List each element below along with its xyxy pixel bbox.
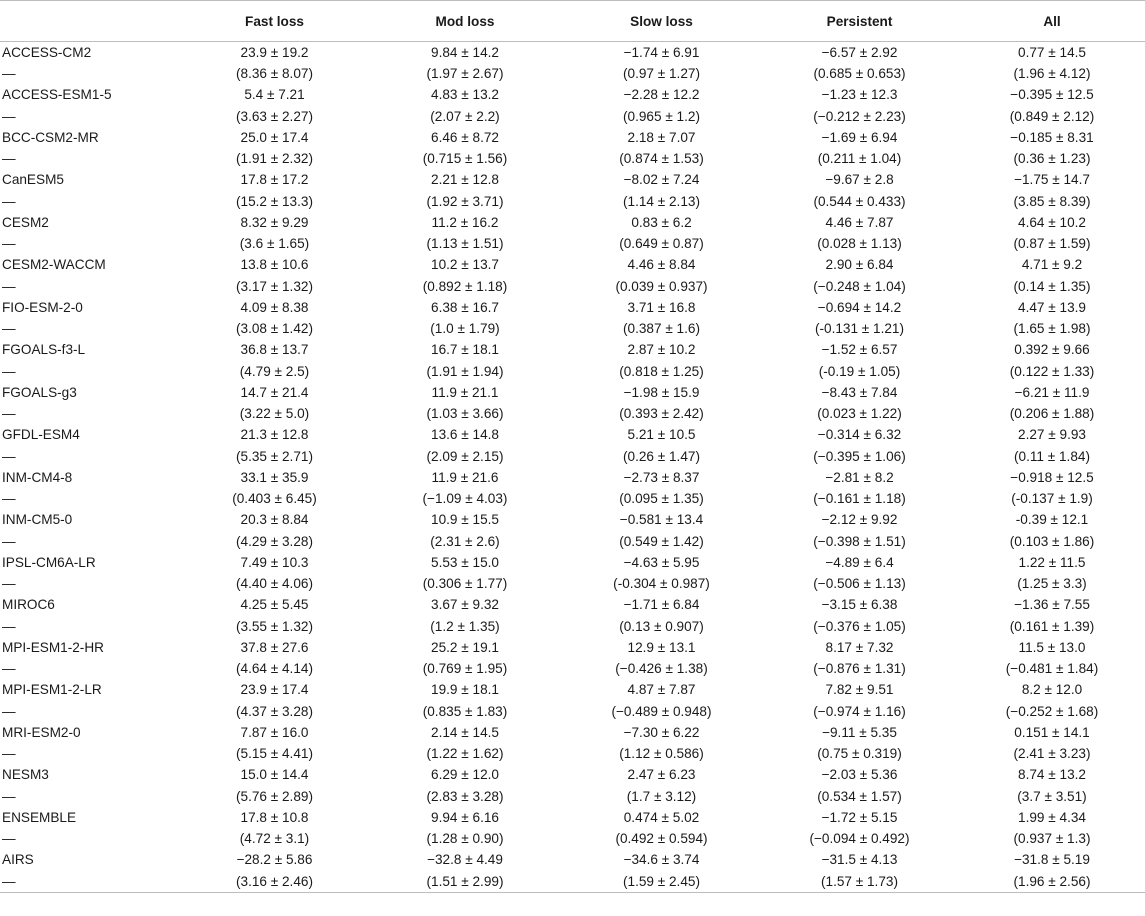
table-row <box>0 63 1145 84</box>
cell-slow-loss: −1.71 ± 6.84 <box>623 597 700 613</box>
cell-fast-loss: 8.32 ± 9.29 <box>240 214 309 230</box>
header-fast-loss: Fast loss <box>182 1 367 42</box>
cell-mod-loss: 19.9 ± 18.1 <box>431 682 499 698</box>
cell-model: — <box>2 321 16 337</box>
cell-persistent: (0.023 ± 1.22) <box>817 406 902 422</box>
cell-slow-loss: (0.13 ± 0.907) <box>619 618 704 634</box>
cell-persistent: −4.89 ± 6.4 <box>825 554 894 570</box>
cell-all: (1.96 ± 4.12) <box>1013 66 1091 82</box>
cell-model: ACCESS-CM2 <box>2 45 92 60</box>
cell-model: CESM2 <box>2 214 49 230</box>
cell-model: ENSEMBLE <box>2 809 77 825</box>
cell-slow-loss: −1.74 ± 6.91 <box>623 45 700 60</box>
cell-slow-loss: (1.7 ± 3.12) <box>626 788 697 804</box>
table-row <box>0 764 1145 785</box>
table-row <box>0 658 1145 679</box>
cell-slow-loss: −8.02 ± 7.24 <box>623 172 700 188</box>
cell-fast-loss: (1.91 ± 2.32) <box>236 151 313 167</box>
cell-model: — <box>0 871 182 893</box>
cell-fast-loss: (15.2 ± 13.3) <box>236 193 313 209</box>
cell-persistent: (0.75 ± 0.319) <box>817 746 902 762</box>
cell-model: FIO-ESM-2-0 <box>2 299 83 315</box>
cell-all: −6.21 ± 11.9 <box>1014 384 1090 400</box>
cell-fast-loss: (4.29 ± 3.28) <box>236 533 313 549</box>
header-all: All <box>959 1 1145 42</box>
cell-slow-loss: (0.818 ± 1.25) <box>619 363 704 379</box>
cell-all: 8.74 ± 13.2 <box>1018 767 1086 783</box>
cell-all: (3.7 ± 3.51) <box>1017 788 1087 804</box>
table-row <box>0 339 1145 360</box>
cell-model: — <box>2 151 16 167</box>
table-row <box>0 106 1145 127</box>
cell-all: 4.71 ± 9.2 <box>1021 257 1083 273</box>
cell-fast-loss: 7.87 ± 16.0 <box>240 724 309 740</box>
cell-mod-loss: (1.03 ± 3.66) <box>426 406 504 422</box>
cell-mod-loss: (−1.09 ± 4.03) <box>422 491 508 507</box>
cell-model: — <box>2 788 16 804</box>
cell-all: 0.151 ± 14.1 <box>1014 724 1090 740</box>
cell-slow-loss: (0.039 ± 0.937) <box>615 278 708 294</box>
table-row <box>0 616 1145 637</box>
cell-mod-loss: 9.94 ± 6.16 <box>431 809 499 825</box>
table-row <box>0 531 1145 552</box>
cell-mod-loss: 13.6 ± 14.8 <box>431 427 499 443</box>
cell-slow-loss: −0.581 ± 13.4 <box>619 512 704 528</box>
cell-persistent: −2.12 ± 9.92 <box>821 512 898 528</box>
cell-fast-loss: (3.16 ± 2.46) <box>182 871 367 893</box>
cell-persistent: (1.57 ± 1.73) <box>760 871 959 893</box>
table-row <box>0 446 1145 467</box>
cell-persistent: −2.81 ± 8.2 <box>825 469 894 485</box>
cell-slow-loss: (-0.304 ± 0.987) <box>613 576 710 592</box>
cell-slow-loss: (0.26 ± 1.47) <box>623 448 700 464</box>
cell-model: MIROC6 <box>2 597 55 613</box>
cell-fast-loss: 4.25 ± 5.45 <box>240 597 309 613</box>
cell-model: — <box>2 236 16 252</box>
cell-model: — <box>2 491 16 507</box>
cell-all: (0.122 ± 1.33) <box>1009 363 1095 379</box>
table-row <box>0 509 1145 530</box>
cell-persistent: −3.15 ± 6.38 <box>821 597 898 613</box>
cell-slow-loss: −2.73 ± 8.37 <box>623 469 700 485</box>
cell-fast-loss: (3.6 ± 1.65) <box>239 236 310 252</box>
cell-model: — <box>2 661 16 677</box>
cell-mod-loss: 9.84 ± 14.2 <box>431 45 499 60</box>
cell-model: CESM2-WACCM <box>2 257 106 273</box>
table-row <box>0 191 1145 212</box>
cell-all: (1.25 ± 3.3) <box>1017 576 1087 592</box>
table-row <box>0 467 1145 488</box>
cell-persistent: −1.69 ± 6.94 <box>821 129 898 145</box>
cell-mod-loss: 11.9 ± 21.1 <box>431 384 499 400</box>
table-row <box>0 488 1145 509</box>
cell-persistent: −1.72 ± 5.15 <box>821 809 898 825</box>
cell-model: — <box>2 618 16 634</box>
cell-mod-loss: (1.28 ± 0.90) <box>426 831 504 847</box>
cell-mod-loss: 2.21 ± 12.8 <box>431 172 499 188</box>
cell-mod-loss: (2.31 ± 2.6) <box>430 533 500 549</box>
cell-model: NESM3 <box>2 767 49 783</box>
cell-model: BCC-CSM2-MR <box>2 129 99 145</box>
cell-all: −0.185 ± 8.31 <box>1010 129 1094 145</box>
cell-persistent: (−0.506 ± 1.13) <box>813 576 906 592</box>
table-row <box>0 361 1145 382</box>
cell-slow-loss: (1.12 ± 0.586) <box>619 746 704 762</box>
cell-fast-loss: 21.3 ± 12.8 <box>240 427 309 443</box>
cell-persistent: −9.67 ± 2.8 <box>825 172 894 188</box>
cell-model: — <box>2 406 16 422</box>
table-row <box>0 233 1145 254</box>
cell-persistent: (0.544 ± 0.433) <box>813 193 906 209</box>
cell-all: 11.5 ± 13.0 <box>1018 639 1086 655</box>
cell-persistent: (0.534 ± 1.57) <box>817 788 902 804</box>
cell-slow-loss: 2.87 ± 10.2 <box>627 342 696 358</box>
cell-mod-loss: (1.97 ± 2.67) <box>426 66 504 82</box>
cell-fast-loss: (5.76 ± 2.89) <box>236 788 313 804</box>
cell-model: MRI-ESM2-0 <box>2 724 81 740</box>
cell-all: (0.11 ± 1.84) <box>1014 448 1090 464</box>
cell-all: (0.937 ± 1.3) <box>1013 831 1091 847</box>
table-row <box>0 743 1145 764</box>
cell-fast-loss: 17.8 ± 17.2 <box>240 172 309 188</box>
cell-mod-loss: (0.715 ± 1.56) <box>422 151 508 167</box>
table-row <box>0 807 1145 828</box>
cell-slow-loss: (−0.489 ± 0.948) <box>611 703 712 719</box>
cell-all: (1.65 ± 1.98) <box>1013 321 1091 337</box>
cell-slow-loss: −34.6 ± 3.74 <box>623 852 700 868</box>
cell-persistent: (−0.876 ± 1.31) <box>813 661 906 677</box>
cell-slow-loss: −4.63 ± 5.95 <box>623 554 700 570</box>
cell-fast-loss: (8.36 ± 8.07) <box>236 66 313 82</box>
table-row <box>0 297 1145 318</box>
cell-slow-loss: −7.30 ± 6.22 <box>623 724 700 740</box>
cell-slow-loss: 0.83 ± 6.2 <box>631 214 692 230</box>
cell-all: (0.161 ± 1.39) <box>1009 618 1095 634</box>
cell-fast-loss: 13.8 ± 10.6 <box>240 257 309 273</box>
cell-slow-loss: (0.095 ± 1.35) <box>619 491 704 507</box>
cell-all: (0.87 ± 1.59) <box>1013 236 1091 252</box>
table-row <box>0 552 1145 573</box>
table-row <box>0 148 1145 169</box>
cell-persistent: −1.52 ± 6.57 <box>821 342 898 358</box>
cell-fast-loss: (4.37 ± 3.28) <box>236 703 313 719</box>
cell-slow-loss: (0.549 ± 1.42) <box>619 533 704 549</box>
cell-model: — <box>2 703 16 719</box>
cell-fast-loss: (3.55 ± 1.32) <box>236 618 313 634</box>
cell-slow-loss: −1.98 ± 15.9 <box>623 384 700 400</box>
cell-model: GFDL-ESM4 <box>2 427 80 443</box>
cell-fast-loss: 25.0 ± 17.4 <box>240 129 309 145</box>
cell-all: 1.22 ± 11.5 <box>1018 554 1086 570</box>
cell-slow-loss: (0.649 ± 0.87) <box>619 236 704 252</box>
cell-all: 0.77 ± 14.5 <box>1018 45 1086 60</box>
table-row <box>0 786 1145 807</box>
cell-persistent: (−0.212 ± 2.23) <box>813 108 906 124</box>
cell-mod-loss: (2.83 ± 3.28) <box>426 788 504 804</box>
cell-mod-loss: 4.83 ± 13.2 <box>431 87 499 103</box>
cell-slow-loss: (1.59 ± 2.45) <box>563 871 760 893</box>
cell-mod-loss: 16.7 ± 18.1 <box>431 342 499 358</box>
cell-model: — <box>2 831 16 847</box>
cell-all: (−0.252 ± 1.68) <box>1005 703 1099 719</box>
cell-model: MPI-ESM1-2-LR <box>2 682 102 698</box>
cell-model: — <box>2 363 16 379</box>
cell-slow-loss: 4.46 ± 8.84 <box>627 257 696 273</box>
cell-fast-loss: 17.8 ± 10.8 <box>240 809 309 825</box>
cell-fast-loss: (5.35 ± 2.71) <box>236 448 313 464</box>
cell-slow-loss: (0.965 ± 1.2) <box>623 108 700 124</box>
cell-persistent: −31.5 ± 4.13 <box>821 852 898 868</box>
cell-all: -0.39 ± 12.1 <box>1015 512 1089 528</box>
cell-all: 4.47 ± 13.9 <box>1018 299 1086 315</box>
cell-all: (0.36 ± 1.23) <box>1013 151 1091 167</box>
cell-all: 1.99 ± 4.34 <box>1018 809 1086 825</box>
cell-mod-loss: (0.306 ± 1.77) <box>422 576 508 592</box>
cell-persistent: 8.17 ± 7.32 <box>825 639 894 655</box>
cell-persistent: (−0.398 ± 1.51) <box>813 533 906 549</box>
cell-mod-loss: 11.9 ± 21.6 <box>431 469 499 485</box>
cell-persistent: −0.314 ± 6.32 <box>817 427 902 443</box>
cell-slow-loss: (0.492 ± 0.594) <box>615 831 708 847</box>
cell-fast-loss: 14.7 ± 21.4 <box>240 384 309 400</box>
cell-mod-loss: (2.07 ± 2.2) <box>430 108 500 124</box>
cell-persistent: (0.685 ± 0.653) <box>813 66 906 82</box>
cell-model: IPSL-CM6A-LR <box>2 554 96 570</box>
cell-all: 0.392 ± 9.66 <box>1014 342 1090 358</box>
cell-persistent: 7.82 ± 9.51 <box>825 682 894 698</box>
cell-mod-loss: 5.53 ± 15.0 <box>431 554 499 570</box>
cell-slow-loss: (1.14 ± 2.13) <box>623 193 700 209</box>
cell-slow-loss: (0.387 ± 1.6) <box>623 321 700 337</box>
cell-mod-loss: 11.2 ± 16.2 <box>431 214 499 230</box>
cell-all: 2.27 ± 9.93 <box>1018 427 1086 443</box>
table-row <box>0 849 1145 870</box>
table-row <box>0 637 1145 658</box>
cell-slow-loss: (0.393 ± 2.42) <box>619 406 704 422</box>
table-row <box>0 722 1145 743</box>
cell-all: (0.103 ± 1.86) <box>1009 533 1095 549</box>
cell-all: (3.85 ± 8.39) <box>1013 193 1091 209</box>
cell-persistent: (-0.19 ± 1.05) <box>818 363 901 379</box>
cell-model: — <box>2 193 16 209</box>
cell-model: AIRS <box>2 852 34 868</box>
cell-fast-loss: (4.64 ± 4.14) <box>236 661 313 677</box>
cell-mod-loss: 10.2 ± 13.7 <box>431 257 499 273</box>
cell-model: FGOALS-g3 <box>2 384 77 400</box>
cell-fast-loss: (5.15 ± 4.41) <box>236 746 313 762</box>
cell-mod-loss: (0.835 ± 1.83) <box>422 703 508 719</box>
cell-mod-loss: 6.38 ± 16.7 <box>431 299 499 315</box>
cell-slow-loss: 2.18 ± 7.07 <box>627 129 696 145</box>
cell-all: 4.64 ± 10.2 <box>1018 214 1086 230</box>
cell-fast-loss: (3.63 ± 2.27) <box>236 108 313 124</box>
cell-fast-loss: 15.0 ± 14.4 <box>240 767 309 783</box>
cell-model: INM-CM5-0 <box>2 512 73 528</box>
cell-persistent: −0.694 ± 14.2 <box>817 299 902 315</box>
cell-all: (−0.481 ± 1.84) <box>1005 661 1099 677</box>
cell-mod-loss: (1.13 ± 1.51) <box>426 236 504 252</box>
cell-mod-loss: 2.14 ± 14.5 <box>431 724 499 740</box>
cell-fast-loss: (3.17 ± 1.32) <box>236 278 313 294</box>
cell-mod-loss: (1.92 ± 3.71) <box>426 193 504 209</box>
cell-mod-loss: (1.51 ± 2.99) <box>367 871 563 893</box>
cell-persistent: (−0.395 ± 1.06) <box>813 448 906 464</box>
cell-model: — <box>2 278 16 294</box>
table-row <box>0 573 1145 594</box>
cell-fast-loss: (4.40 ± 4.06) <box>236 576 313 592</box>
cell-model: — <box>2 448 16 464</box>
cell-persistent: −8.43 ± 7.84 <box>821 384 898 400</box>
cell-fast-loss: 4.09 ± 8.38 <box>240 299 309 315</box>
table-header <box>0 1 1145 42</box>
cell-persistent: (−0.376 ± 1.05) <box>813 618 906 634</box>
cell-persistent: (−0.248 ± 1.04) <box>813 278 906 294</box>
header-mod-loss: Mod loss <box>367 1 563 42</box>
header-persistent: Persistent <box>760 1 959 42</box>
cell-mod-loss: −32.8 ± 4.49 <box>427 852 503 868</box>
cell-model: — <box>2 746 16 762</box>
cell-persistent: 2.90 ± 6.84 <box>825 257 894 273</box>
cell-model: — <box>2 66 16 82</box>
cell-all: (-0.137 ± 1.9) <box>1011 491 1093 507</box>
cell-all: −31.8 ± 5.19 <box>1014 852 1090 868</box>
table-row <box>0 212 1145 233</box>
cell-persistent: 4.46 ± 7.87 <box>825 214 894 230</box>
cell-fast-loss: 33.1 ± 35.9 <box>240 469 309 485</box>
table-row <box>0 701 1145 722</box>
cell-slow-loss: (0.97 ± 1.27) <box>623 66 700 82</box>
cell-persistent: (0.211 ± 1.04) <box>817 151 902 167</box>
table-row <box>0 127 1145 148</box>
cell-persistent: −2.03 ± 5.36 <box>821 767 898 783</box>
table-row <box>0 871 1145 893</box>
table-row <box>0 424 1145 445</box>
cell-fast-loss: 7.49 ± 10.3 <box>240 554 309 570</box>
cell-fast-loss: 23.9 ± 19.2 <box>240 45 309 60</box>
cell-persistent: −1.23 ± 12.3 <box>821 87 898 103</box>
cell-slow-loss: 3.71 ± 16.8 <box>627 299 696 315</box>
table-row <box>0 382 1145 403</box>
cell-fast-loss: 23.9 ± 17.4 <box>240 682 309 698</box>
cell-mod-loss: (1.91 ± 1.94) <box>426 363 504 379</box>
cell-all: (1.96 ± 2.56) <box>959 871 1145 893</box>
cell-all: −0.918 ± 12.5 <box>1010 469 1094 485</box>
table-row <box>0 828 1145 849</box>
cell-fast-loss: −28.2 ± 5.86 <box>236 852 313 868</box>
cell-model: ACCESS-ESM1-5 <box>2 87 112 103</box>
cell-fast-loss: 36.8 ± 13.7 <box>240 342 309 358</box>
cell-persistent: (−0.974 ± 1.16) <box>813 703 906 719</box>
cell-mod-loss: (1.22 ± 1.62) <box>426 746 504 762</box>
table-row <box>0 84 1145 105</box>
cell-fast-loss: (3.08 ± 1.42) <box>236 321 313 337</box>
table-row <box>0 679 1145 700</box>
cell-persistent: (−0.161 ± 1.18) <box>813 491 906 507</box>
cell-mod-loss: 10.9 ± 15.5 <box>431 512 499 528</box>
table-row <box>0 42 1145 64</box>
table-row <box>0 276 1145 297</box>
cell-fast-loss: (4.79 ± 2.5) <box>239 363 310 379</box>
table-row <box>0 169 1145 190</box>
cell-model: CanESM5 <box>2 172 64 188</box>
cell-mod-loss: (0.892 ± 1.18) <box>422 278 508 294</box>
cell-mod-loss: (1.2 ± 1.35) <box>430 618 500 634</box>
cell-model: FGOALS-f3-L <box>2 342 86 358</box>
cell-all: (0.14 ± 1.35) <box>1013 278 1091 294</box>
cell-slow-loss: 0.474 ± 5.02 <box>623 809 700 825</box>
cell-slow-loss: (0.874 ± 1.53) <box>619 151 704 167</box>
cell-mod-loss: 3.67 ± 9.32 <box>431 597 499 613</box>
cell-model: — <box>2 108 16 124</box>
cell-slow-loss: −2.28 ± 12.2 <box>623 87 700 103</box>
cell-fast-loss: (4.72 ± 3.1) <box>239 831 310 847</box>
cell-model: — <box>2 533 16 549</box>
cell-all: −0.395 ± 12.5 <box>1010 87 1094 103</box>
cell-mod-loss: (1.0 ± 1.79) <box>430 321 500 337</box>
cell-slow-loss: 12.9 ± 13.1 <box>627 639 696 655</box>
cell-slow-loss: 2.47 ± 6.23 <box>627 767 696 783</box>
cell-all: (0.849 ± 2.12) <box>1009 108 1095 124</box>
cell-slow-loss: (−0.426 ± 1.38) <box>615 661 708 677</box>
table-row <box>0 594 1145 615</box>
table-body <box>0 42 1145 893</box>
cell-all: −1.75 ± 14.7 <box>1014 172 1090 188</box>
cell-slow-loss: 4.87 ± 7.87 <box>627 682 696 698</box>
cell-fast-loss: 5.4 ± 7.21 <box>244 87 305 103</box>
cell-model: MPI-ESM1-2-HR <box>2 639 104 655</box>
cell-fast-loss: (0.403 ± 6.45) <box>232 491 317 507</box>
cell-persistent: −9.11 ± 5.35 <box>822 724 897 740</box>
cell-all: (2.41 ± 3.23) <box>1013 746 1091 762</box>
header-model <box>0 1 182 42</box>
cell-slow-loss: 5.21 ± 10.5 <box>627 427 696 443</box>
cell-persistent: (-0.131 ± 1.21) <box>814 321 905 337</box>
cell-persistent: −6.57 ± 2.92 <box>821 45 898 60</box>
table-row <box>0 403 1145 424</box>
cell-mod-loss: (0.769 ± 1.95) <box>422 661 508 677</box>
header-row <box>0 1 1145 42</box>
cell-all: (0.206 ± 1.88) <box>1009 406 1095 422</box>
cell-fast-loss: (3.22 ± 5.0) <box>239 406 310 422</box>
cell-fast-loss: 37.8 ± 27.6 <box>240 639 309 655</box>
header-slow-loss: Slow loss <box>563 1 760 42</box>
table-row <box>0 318 1145 339</box>
cell-persistent: (0.028 ± 1.13) <box>817 236 902 252</box>
cell-fast-loss: 20.3 ± 8.84 <box>240 512 309 528</box>
cell-mod-loss: 6.29 ± 12.0 <box>431 767 499 783</box>
cell-mod-loss: 25.2 ± 19.1 <box>431 639 499 655</box>
cell-all: −1.36 ± 7.55 <box>1014 597 1090 613</box>
cell-all: 8.2 ± 12.0 <box>1021 682 1083 698</box>
cell-mod-loss: 6.46 ± 8.72 <box>431 129 499 145</box>
cell-model: — <box>2 576 16 592</box>
cell-persistent: (−0.094 ± 0.492) <box>809 831 910 847</box>
table-row <box>0 254 1145 275</box>
cell-model: INM-CM4-8 <box>2 469 73 485</box>
cell-mod-loss: (2.09 ± 2.15) <box>426 448 504 464</box>
